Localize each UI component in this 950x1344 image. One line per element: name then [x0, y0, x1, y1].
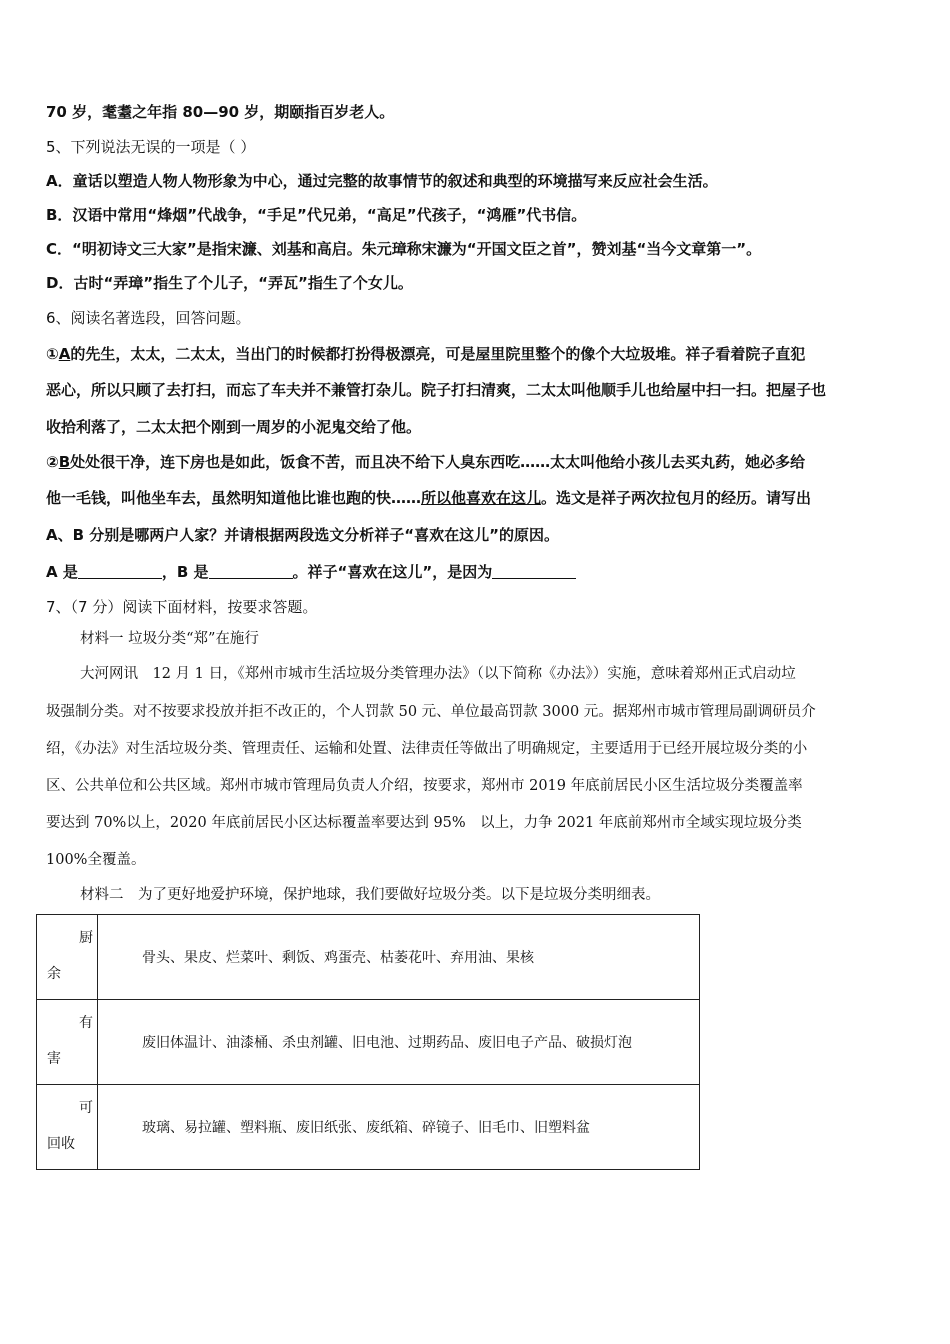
answer-blank-b[interactable] — [209, 562, 293, 579]
material-1-title: 材料一 垃圾分类“郑”在施行 — [80, 631, 259, 647]
passage-1-line-1 — [46, 344, 805, 364]
passage-mark: B — [58, 453, 71, 471]
answer-blank-reason[interactable] — [492, 562, 576, 579]
material-1-line: 绍，《办法》对生活垃圾分类、管理责任、运输和处置、法律责任等做出了明确规定，主要适用于已经开展垃圾分类的小 — [46, 741, 808, 757]
passage-text: 的先生，太太，二太太，当出门的时候都打扮得极漂亮，可是屋里院里整个的像个大垃圾堆。祥子看着院子直犯 — [70, 345, 806, 363]
question-6: 6、阅读名著选段，回答问题。 — [46, 309, 251, 327]
items-cell: 玻璃、易拉罐、塑料瓶、废旧纸张、废纸箱、碎镜子、旧毛巾、旧塑料盆 — [98, 1085, 700, 1170]
material-1-line: 圾强制分类。对不按要求投放并拒不改正的，个人罚款 50 元、单位最高罚款 3000 元。据郑州市城市管理局副调研员介 — [46, 704, 816, 720]
underlined-quote: 所以他喜欢在这儿 — [421, 489, 542, 507]
option-a: A．童话以塑造人物人物形象为中心，通过完整的故事情节的叙述和典型的环境描写来反应社会生活。 — [46, 172, 718, 190]
table-row — [37, 1000, 700, 1085]
option-d: D．古时“弄璋”指生了个儿子，“弄瓦”指生了个女儿。 — [46, 274, 413, 292]
category-cell — [37, 915, 98, 1000]
answer-blank-a[interactable] — [78, 562, 162, 579]
category-label: 厨 — [79, 930, 93, 946]
items-cell: 骨头、果皮、烂菜叶、剩饭、鸡蛋壳、枯萎花叶、弃用油、果核 — [98, 915, 700, 1000]
category-label: 有 — [79, 1015, 93, 1031]
passage-2-line-1 — [46, 452, 805, 472]
passage-label: ② — [46, 453, 59, 471]
passage-mark: A — [58, 345, 71, 363]
table-row — [37, 1085, 700, 1170]
text-line: 70 岁，耄耋之年指 80—90 岁，期颐指百岁老人。 — [46, 103, 395, 121]
option-c: C．“明初诗文三大家”是指宋濂、刘基和高启。朱元璋称宋濂为“开国文臣之首”，赞刘基“当今文章第一”。 — [46, 240, 762, 258]
passage-text: 。选文是祥子两次拉包月的经历。请写出 — [541, 489, 812, 507]
answer-label-a: A 是 — [46, 563, 78, 581]
question-5: 5、下列说法无误的一项是（ ） — [46, 138, 256, 156]
waste-classification-table — [36, 914, 700, 1170]
category-cell — [37, 1000, 98, 1085]
passage-text: 他一毛钱，叫他坐车去，虽然明知道他比谁也跑的快…… — [46, 489, 422, 507]
passage-2-line-2 — [46, 488, 811, 508]
material-1-line: 要达到 70%以上，2020 年底前居民小区达标覆盖率要达到 95% 以上，力争 2021 年底前郑州市全域实现垃圾分类 — [46, 815, 802, 831]
passage-text: 处处很干净，连下房也是如此，饭食不苦，而且决不给下人臭东西吃……太太叫他给小孩儿去买丸药，她必多给 — [70, 453, 806, 471]
answer-line — [46, 562, 576, 582]
category-label: 回收 — [47, 1136, 75, 1152]
table-row — [37, 915, 700, 1000]
category-label: 可 — [79, 1100, 93, 1116]
answer-label-b: ，B 是 — [161, 563, 209, 581]
option-b: B．汉语中常用“烽烟”代战争，“手足”代兄弟，“高足”代孩子，“鸿雁”代书信。 — [46, 206, 587, 224]
category-cell — [37, 1085, 98, 1170]
material-2-intro: 材料二 为了更好地爱护环境，保护地球，我们要做好垃圾分类。以下是垃圾分类明细表。 — [80, 887, 660, 903]
category-label: 害 — [47, 1051, 61, 1067]
items-cell: 废旧体温计、油漆桶、杀虫剂罐、旧电池、过期药品、废旧电子产品、破损灯泡 — [98, 1000, 700, 1085]
question-7: 7、（7 分）阅读下面材料，按要求答题。 — [46, 598, 318, 616]
answer-label-reason: 。祥子“喜欢在这儿”，是因为 — [292, 563, 493, 581]
question-6-prompt: A、B 分别是哪两户人家？并请根据两段选文分析祥子“喜欢在这儿”的原因。 — [46, 526, 559, 544]
material-1-line: 100%全覆盖。 — [46, 852, 146, 868]
material-1-line: 区、公共单位和公共区域。郑州市城市管理局负责人介绍，按要求，郑州市 2019 年底前居民小区生活垃圾分类覆盖率 — [46, 778, 803, 794]
passage-1-line-2: 恶心，所以只顾了去打扫，而忘了车夫并不兼管打杂儿。院子打扫清爽，二太太叫他顺手儿也给屋中扫一扫。把屋子也 — [46, 381, 827, 399]
passage-1-line-3: 收拾利落了，二太太把个刚到一周岁的小泥鬼交给了他。 — [46, 418, 422, 436]
material-1-line: 大河网讯 12 月 1 日，《郑州市城市生活垃圾分类管理办法》（以下简称《办法》）实施，意味着郑州正式启动垃 — [80, 666, 796, 682]
passage-label: ① — [46, 345, 59, 363]
category-label: 余 — [47, 966, 61, 982]
